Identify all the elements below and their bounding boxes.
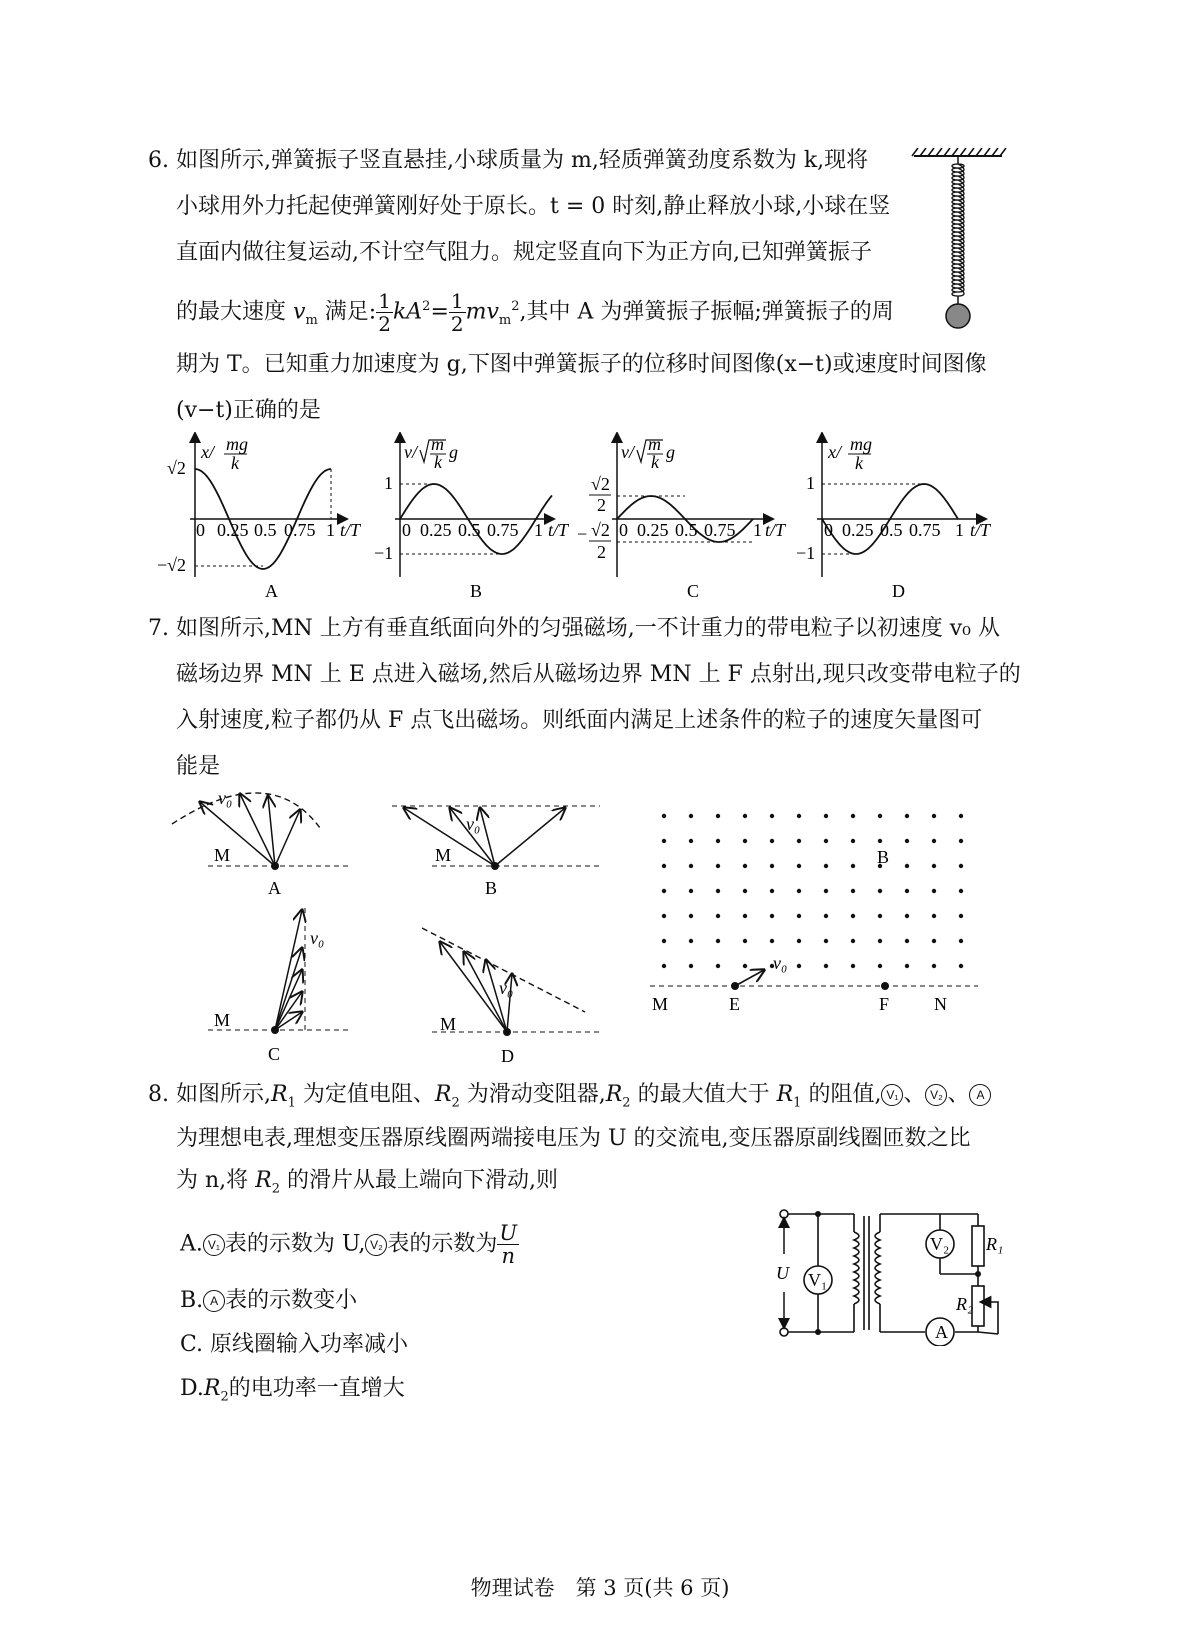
svg-text:M: M — [214, 1010, 231, 1030]
field-dot — [905, 814, 909, 818]
q8-option-b: B. A 表的示数变小 — [180, 1288, 358, 1313]
svg-text:1: 1 — [384, 473, 393, 493]
field-dot — [878, 839, 882, 843]
q7-line-4: 能是 — [176, 754, 221, 779]
q7-line-2: 磁场边界 MN 上 E 点进入磁场,然后从磁场边界 MN 上 F 点射出,现只改变带电粒子的 — [176, 662, 1021, 687]
field-dot — [797, 889, 801, 893]
voltmeter-v1-icon: V₁ — [203, 1234, 225, 1256]
field-dot — [716, 864, 720, 868]
field-dot — [851, 864, 855, 868]
graph-a-caption: A — [265, 581, 278, 601]
svg-text:0: 0 — [196, 520, 205, 540]
field-dot — [770, 939, 774, 943]
field-dot — [905, 964, 909, 968]
q8-option-a: A. V₁ 表的示数为 U, V₂ 表的示数为 $\frac{U}{n}$ — [180, 1221, 518, 1268]
q6-line-4: 的最大速度 $v_m$ 满足: $\frac{1}{2}$ $kA^2=$ $\frac{1}{2}$ $mv_m^2$,其中 A 为弹簧振子振幅;弹簧振子的周 — [176, 289, 894, 336]
field-dot — [824, 864, 828, 868]
svg-text:M: M — [652, 994, 669, 1014]
svg-text:N: N — [934, 994, 947, 1014]
field-dot — [662, 939, 666, 943]
svg-text:1: 1 — [753, 520, 762, 540]
field-dot — [932, 964, 936, 968]
vector-fig-c — [208, 908, 350, 1064]
field-dot — [932, 889, 936, 893]
field-dot — [743, 914, 747, 918]
field-dot — [959, 839, 963, 843]
svg-text:mg: mg — [226, 434, 248, 454]
voltmeter-v1-icon: V₁ — [881, 1084, 903, 1106]
q8-option-c: C. 原线圈输入功率减小 — [180, 1332, 409, 1357]
field-dot — [932, 839, 936, 843]
half-fraction-2: $\frac{1}{2}$ — [450, 289, 464, 336]
svg-text:1: 1 — [534, 520, 543, 540]
svg-text:C: C — [268, 1044, 281, 1064]
graph-b — [374, 434, 570, 601]
field-dot — [743, 864, 747, 868]
graph-a-ylo: −√2 — [157, 555, 187, 575]
svg-text:2: 2 — [597, 495, 606, 515]
svg-text:v/: v/ — [621, 442, 634, 462]
field-dot — [851, 814, 855, 818]
q7-line-3: 入射速度,粒子都仍从 F 点飞出磁场。则纸面内满足上述条件的粒子的速度矢量图可 — [176, 708, 983, 733]
field-dot — [770, 889, 774, 893]
field-dot — [959, 939, 963, 943]
field-dot — [716, 964, 720, 968]
svg-text:0: 0 — [619, 520, 628, 540]
graph-a-yhi: √2 — [167, 458, 186, 478]
q8-line-2: 为理想电表,理想变压器原线圈两端接电压为 U 的交流电,变压器原副线圈匝数之比 — [176, 1126, 971, 1151]
svg-text:v/: v/ — [404, 442, 417, 462]
ammeter-icon: A — [969, 1084, 991, 1106]
svg-text:t/T: t/T — [340, 520, 361, 540]
graph-a — [157, 434, 362, 601]
q6-line-2: 小球用外力托起使弹簧刚好处于原长。t = 0 时刻,静止释放小球,小球在竖 — [176, 194, 891, 219]
field-dot — [932, 939, 936, 943]
svg-text:−: − — [577, 524, 588, 544]
field-dot — [716, 914, 720, 918]
svg-text:0.25: 0.25 — [217, 520, 249, 540]
field-dot — [743, 814, 747, 818]
field-dot — [662, 839, 666, 843]
field-dot — [851, 914, 855, 918]
field-dot — [797, 864, 801, 868]
graph-a-ylabel: x/ — [201, 442, 214, 462]
svg-text:M: M — [214, 845, 231, 865]
svg-text:k: k — [434, 452, 442, 472]
svg-text:m: m — [648, 434, 661, 454]
field-dot — [878, 964, 882, 968]
field-dot — [770, 914, 774, 918]
field-dot — [878, 814, 882, 818]
field-dot — [824, 939, 828, 943]
svg-text:M: M — [440, 1014, 457, 1034]
svg-text:k: k — [651, 452, 659, 472]
field-dot — [770, 864, 774, 868]
field-dot — [851, 964, 855, 968]
field-dot — [716, 939, 720, 943]
field-dot — [824, 889, 828, 893]
svg-text:0.75: 0.75 — [284, 520, 316, 540]
svg-text:F: F — [879, 994, 890, 1014]
svg-text:B: B — [470, 581, 483, 601]
q6-line-1: 6. 如图所示,弹簧振子竖直悬挂,小球质量为 m,轻质弹簧劲度系数为 k,现将 — [148, 148, 869, 173]
q8-line-1: 8. 如图所示$,R_1$ 为定值电阻、$R_2$ 为滑动变阻器$,R_2$ 的最大值大于 $R_1$ 的阻值, V₁ 、 V₂ 、 A — [148, 1080, 991, 1118]
svg-text:v₀: v₀ — [218, 788, 233, 808]
field-dot — [932, 864, 936, 868]
field-dot — [824, 914, 828, 918]
svg-text:x/: x/ — [828, 442, 841, 462]
field-dot — [662, 864, 666, 868]
svg-text:0.25: 0.25 — [842, 520, 874, 540]
svg-text:−1: −1 — [796, 543, 816, 563]
svg-text:0.25: 0.25 — [637, 520, 669, 540]
svg-text:0.75: 0.75 — [704, 520, 736, 540]
field-dot — [797, 939, 801, 943]
svg-text:v₀: v₀ — [499, 978, 514, 998]
field-dot — [959, 964, 963, 968]
svg-text:g: g — [666, 442, 675, 462]
svg-text:m: m — [431, 434, 444, 454]
field-dot — [662, 964, 666, 968]
field-dot — [770, 814, 774, 818]
field-dot — [662, 914, 666, 918]
svg-text:1: 1 — [955, 520, 964, 540]
field-dot — [905, 889, 909, 893]
field-dot — [689, 964, 693, 968]
field-dot — [905, 864, 909, 868]
field-dot — [932, 814, 936, 818]
field-dot — [959, 814, 963, 818]
field-dot — [716, 814, 720, 818]
svg-text:D: D — [892, 581, 905, 601]
svg-text:v₀: v₀ — [466, 814, 481, 834]
vector-fig-a — [172, 788, 350, 898]
q6-line-3: 直面内做往复运动,不计空气阻力。规定竖直向下为正方向,已知弹簧振子 — [176, 240, 872, 265]
svg-text:B: B — [877, 847, 890, 867]
field-dot — [824, 964, 828, 968]
q7-line-1: 7. 如图所示,MN 上方有垂直纸面向外的匀强磁场,一不计重力的带电粒子以初速度 v₀ 从 — [148, 616, 1000, 641]
field-dot — [797, 814, 801, 818]
field-dot — [743, 839, 747, 843]
svg-text:t/T: t/T — [970, 520, 991, 540]
svg-text:0: 0 — [824, 520, 833, 540]
svg-text:k: k — [855, 453, 863, 473]
spring-oscillator-figure — [908, 148, 1008, 338]
svg-text:0: 0 — [402, 520, 411, 540]
field-dot — [716, 839, 720, 843]
q7-vector-figures — [160, 780, 620, 1080]
svg-text:0.75: 0.75 — [487, 520, 519, 540]
field-dot — [851, 939, 855, 943]
field-dot — [959, 889, 963, 893]
svg-text:V₁: V₁ — [808, 1270, 828, 1290]
svg-text:A: A — [268, 878, 281, 898]
field-dot — [689, 814, 693, 818]
field-dot — [689, 839, 693, 843]
field-dot — [824, 839, 828, 843]
svg-text:0.25: 0.25 — [420, 520, 452, 540]
svg-text:√2: √2 — [591, 520, 610, 540]
svg-text:0.5: 0.5 — [880, 520, 903, 540]
field-dot — [797, 914, 801, 918]
svg-text:D: D — [501, 1046, 514, 1066]
field-dot — [689, 914, 693, 918]
q7-magnetic-field-figure — [640, 798, 990, 1030]
ammeter-icon: A — [203, 1290, 225, 1312]
svg-text:1: 1 — [806, 473, 815, 493]
svg-text:C: C — [687, 581, 700, 601]
svg-text:k: k — [231, 453, 239, 473]
svg-text:0.5: 0.5 — [458, 520, 481, 540]
field-dot — [905, 939, 909, 943]
page-footer: 物理试卷 第 3 页(共 6 页) — [470, 1576, 730, 1600]
field-dot — [797, 964, 801, 968]
svg-text:v₀: v₀ — [773, 953, 788, 973]
svg-text:t/T: t/T — [548, 520, 569, 540]
svg-text:√2: √2 — [591, 474, 610, 494]
svg-text:1: 1 — [326, 520, 335, 540]
voltmeter-v2-icon: V₂ — [365, 1234, 387, 1256]
svg-text:R₂: R₂ — [956, 1294, 974, 1314]
field-dot — [743, 889, 747, 893]
svg-text:mg: mg — [850, 434, 872, 454]
field-dot — [797, 839, 801, 843]
svg-text:A: A — [935, 1322, 948, 1342]
half-fraction: $\frac{1}{2}$ — [378, 289, 391, 336]
vector-fig-b — [392, 806, 600, 898]
svg-text:−1: −1 — [374, 543, 394, 563]
field-dot — [689, 864, 693, 868]
svg-text:B: B — [485, 878, 498, 898]
field-dot — [662, 889, 666, 893]
svg-text:g: g — [449, 442, 458, 462]
voltmeter-v2-icon: V₂ — [925, 1084, 947, 1106]
q8-circuit-figure — [770, 1206, 1010, 1346]
field-dot — [851, 889, 855, 893]
vector-fig-d — [422, 928, 600, 1066]
svg-text:v₀: v₀ — [310, 928, 325, 948]
field-dot — [770, 839, 774, 843]
field-dot — [689, 939, 693, 943]
q6-line-6: (v−t)正确的是 — [176, 398, 321, 423]
field-dot — [662, 814, 666, 818]
svg-text:0.75: 0.75 — [909, 520, 941, 540]
field-dot — [878, 889, 882, 893]
field-dot — [932, 914, 936, 918]
graph-d — [796, 434, 992, 601]
q6-line-5: 期为 T。已知重力加速度为 g,下图中弹簧振子的位移时间图像(x−t)或速度时间图像 — [176, 352, 987, 377]
field-dot — [959, 914, 963, 918]
svg-text:M: M — [435, 845, 452, 865]
svg-text:U: U — [776, 1263, 789, 1283]
svg-text:R₁: R₁ — [986, 1234, 1004, 1254]
field-dot — [743, 964, 747, 968]
field-dot — [851, 839, 855, 843]
field-dot — [716, 889, 720, 893]
graph-c — [577, 434, 787, 601]
svg-text:0.5: 0.5 — [254, 520, 277, 540]
q8-line-3: 为 n,将 $R_2$ 的滑片从最上端向下滑动,则 — [176, 1168, 559, 1197]
q6-graphs — [150, 432, 1030, 612]
svg-text:V₂: V₂ — [930, 1234, 950, 1254]
field-dot — [743, 939, 747, 943]
field-dot — [824, 814, 828, 818]
field-dot — [959, 864, 963, 868]
svg-text:0.5: 0.5 — [675, 520, 698, 540]
q8-option-d: $D.R_2$的电功率一直增大 — [180, 1376, 405, 1405]
svg-text:E: E — [729, 994, 740, 1014]
field-dot — [689, 889, 693, 893]
svg-text:t/T: t/T — [765, 520, 786, 540]
field-dot — [878, 939, 882, 943]
svg-text:2: 2 — [597, 542, 606, 562]
field-dot — [905, 839, 909, 843]
field-dot — [878, 914, 882, 918]
field-dot — [905, 914, 909, 918]
